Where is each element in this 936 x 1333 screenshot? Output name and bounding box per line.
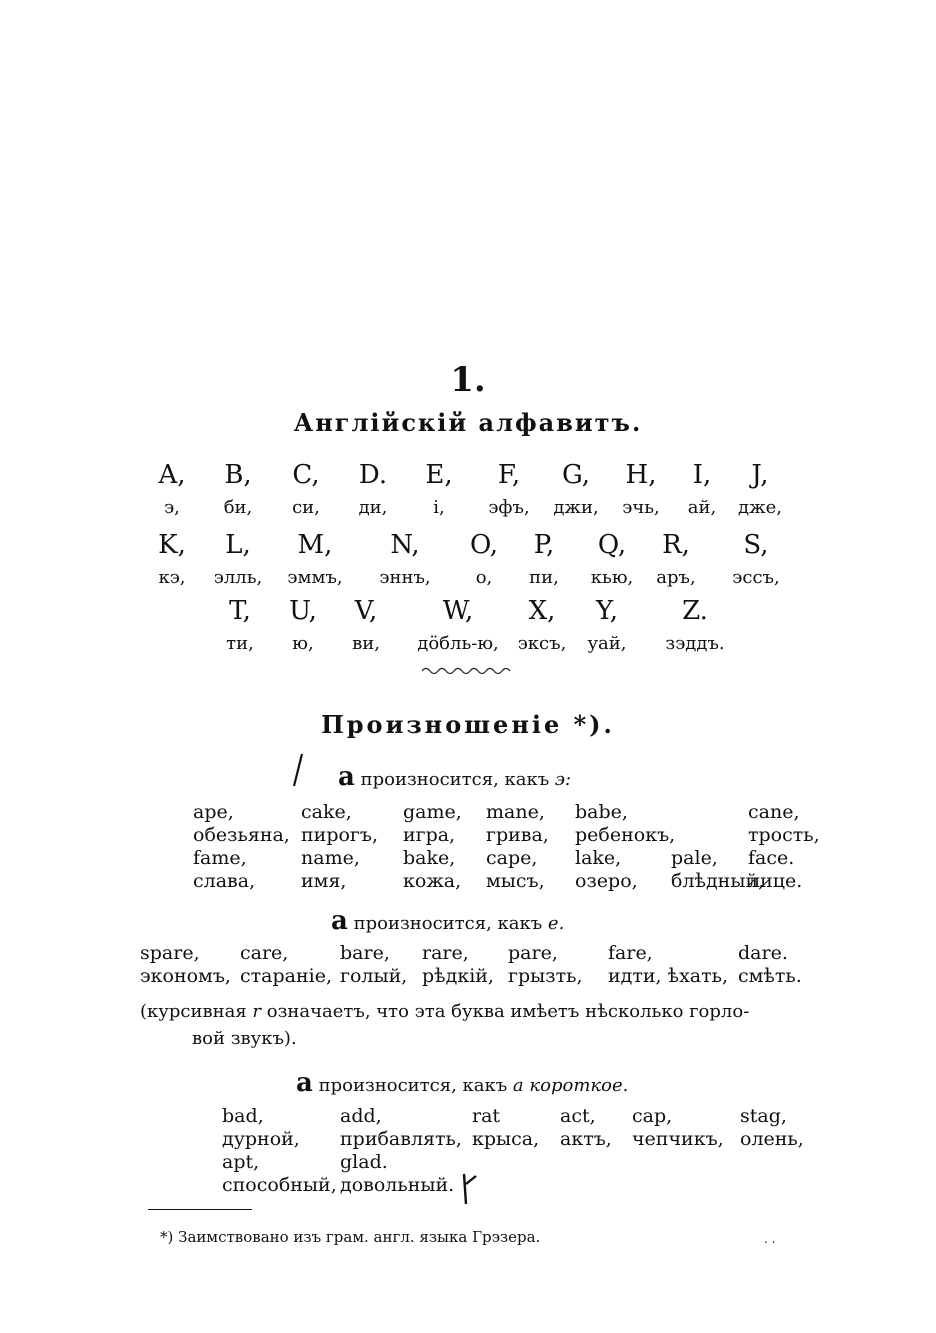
word-cell: rare, <box>422 942 469 964</box>
alphabet-letter: H, <box>625 460 657 490</box>
alphabet-letters-row-3 <box>0 596 936 636</box>
alphabet-letter: U, <box>289 596 317 626</box>
alphabet-letter-name: эссъ, <box>732 567 780 588</box>
rule-letter: a <box>331 906 348 936</box>
alphabet-letter: D. <box>358 460 388 490</box>
word-cell: cake, <box>301 801 352 823</box>
word-cell: дурной, <box>222 1128 300 1150</box>
alphabet-letter-name: о, <box>475 567 493 588</box>
word-cell: способный, <box>222 1174 337 1196</box>
word-cell: экономъ, <box>140 965 231 987</box>
pencil-check-mark <box>456 1170 480 1206</box>
rule-sound: е. <box>547 913 565 934</box>
alphabet-letter: L, <box>225 530 251 560</box>
alphabet-letter: O, <box>469 530 499 560</box>
note-line-1: (курсивная r означаетъ, что эта буква имѣетъ нѣсколько горло- <box>140 1001 750 1022</box>
word-cell: крыса, <box>472 1128 540 1150</box>
word-cell: pare, <box>508 942 558 964</box>
alphabet-letter: S, <box>743 530 769 560</box>
word-cell: babe, <box>575 801 628 823</box>
word-cell: fare, <box>608 942 653 964</box>
alphabet-letter-name: ю, <box>292 633 314 654</box>
word-cell: stag, <box>740 1105 787 1127</box>
word-cell: game, <box>403 801 462 823</box>
alphabet-letter: F, <box>497 460 521 490</box>
word-cell: голый, <box>340 965 408 987</box>
alphabet-letters-row-2 <box>0 530 936 570</box>
word-cell: чепчикъ, <box>632 1128 724 1150</box>
alphabet-letter: W, <box>442 596 474 626</box>
rule-letter: a <box>296 1068 313 1098</box>
word-cell: кожа, <box>403 870 462 892</box>
alphabet-letter: P, <box>533 530 555 560</box>
rule-sound: а короткое. <box>512 1075 629 1096</box>
word-cell: олень, <box>740 1128 804 1150</box>
page-title: Англійскій алфавитъ. <box>293 408 643 437</box>
word-cell: актъ, <box>560 1128 612 1150</box>
word-cell: pale, <box>671 847 718 869</box>
alphabet-letter-name: кэ, <box>158 567 186 588</box>
alphabet-letter-name: э, <box>164 497 180 518</box>
stray-dots: . . <box>764 1232 776 1246</box>
alphabet-letters-row-1 <box>0 460 936 500</box>
alphabet-letter-name: ти, <box>226 633 254 654</box>
word-cell: озеро, <box>575 870 638 892</box>
word-cell: смѣть. <box>738 965 802 987</box>
word-cell: трость, <box>748 824 820 846</box>
word-cell: обезьяна, <box>193 824 290 846</box>
word-cell: act, <box>560 1105 596 1127</box>
word-cell: cape, <box>486 847 538 869</box>
word-cell: грызть, <box>508 965 583 987</box>
word-cell: лице. <box>748 870 803 892</box>
alphabet-letter: J, <box>751 460 769 490</box>
alphabet-letter-name: си, <box>292 497 320 518</box>
alphabet-letter: V, <box>354 596 378 626</box>
alphabet-letter: A, <box>158 460 186 490</box>
word-cell: bare, <box>340 942 390 964</box>
alphabet-letter-name: уай, <box>587 633 627 654</box>
alphabet-letter-name: би, <box>223 497 253 518</box>
rule-heading-1 <box>338 762 571 792</box>
rule-heading-2 <box>331 906 564 936</box>
word-cell: bake, <box>403 847 456 869</box>
alphabet-letter-name: дже, <box>737 497 782 518</box>
rule-text: произносится, какъ <box>318 1075 513 1096</box>
pencil-stroke-mark <box>290 752 306 788</box>
word-cell: rat <box>472 1105 501 1127</box>
alphabet-letter-name: кью, <box>590 567 634 588</box>
word-cell: add, <box>340 1105 382 1127</box>
rule-letter: a <box>338 762 355 792</box>
word-cell: игра, <box>403 824 456 846</box>
alphabet-letter: Z. <box>682 596 708 626</box>
word-cell: cap, <box>632 1105 673 1127</box>
word-cell: lake, <box>575 847 622 869</box>
alphabet-letter-name: элль, <box>213 567 263 588</box>
alphabet-letter-name: ай, <box>687 497 717 518</box>
wavy-ornament <box>418 664 518 678</box>
alphabet-letter-name: зэддъ. <box>665 633 725 654</box>
word-cell: мысъ, <box>486 870 545 892</box>
alphabet-letter: T, <box>229 596 251 626</box>
rule-sound: э: <box>554 769 572 790</box>
rule-heading-3 <box>296 1068 628 1098</box>
alphabet-letter-name: дöбль-ю, <box>417 633 499 654</box>
note-paragraph <box>140 998 810 1052</box>
word-cell: грива, <box>486 824 549 846</box>
alphabet-letter-name: джи, <box>553 497 599 518</box>
word-cell: face. <box>748 847 795 869</box>
word-cell: слава, <box>193 870 256 892</box>
alphabet-letter-name: пи, <box>529 567 559 588</box>
word-cell: mane, <box>486 801 545 823</box>
alphabet-letter-name: эфъ, <box>488 497 530 518</box>
alphabet-letter-name: эммъ, <box>287 567 343 588</box>
note-line-2: вой звукъ). <box>192 1028 297 1049</box>
word-cell: apt, <box>222 1151 260 1173</box>
alphabet-letter: R, <box>662 530 690 560</box>
word-cell: bad, <box>222 1105 264 1127</box>
word-cell: name, <box>301 847 360 869</box>
alphabet-letter: I, <box>692 460 712 490</box>
word-cell: идти, ѣхать, <box>608 965 729 987</box>
alphabet-letter: Y, <box>595 596 619 626</box>
word-cell: стараніе, <box>240 965 332 987</box>
alphabet-letter-name: эннъ, <box>379 567 431 588</box>
footnote-rule <box>148 1209 252 1210</box>
alphabet-letter-name: эксъ, <box>517 633 567 654</box>
word-cell: care, <box>240 942 289 964</box>
alphabet-letter: G, <box>561 460 591 490</box>
alphabet-letter: B, <box>224 460 252 490</box>
alphabet-letter: X, <box>528 596 556 626</box>
word-cell: cane, <box>748 801 800 823</box>
alphabet-letter: E, <box>425 460 453 490</box>
alphabet-letter-name: аръ, <box>656 567 696 588</box>
word-cell: fame, <box>193 847 247 869</box>
alphabet-letter: K, <box>158 530 186 560</box>
chapter-number: 1. <box>450 360 486 400</box>
word-cell: spare, <box>140 942 200 964</box>
alphabet-letter: M, <box>297 530 333 560</box>
alphabet-letter-name: эчь, <box>622 497 660 518</box>
word-cell: glad. <box>340 1151 388 1173</box>
word-cell: пирогъ, <box>301 824 379 846</box>
word-cell: рѣдкій, <box>422 965 494 987</box>
alphabet-letter-name: і, <box>433 497 445 518</box>
alphabet-letter: N, <box>390 530 420 560</box>
word-cell: ape, <box>193 801 234 823</box>
word-cell: прибавлять, <box>340 1128 462 1150</box>
pronunciation-title: Произношеніе *). <box>321 710 615 739</box>
rule-text: произносится, какъ <box>353 913 548 934</box>
alphabet-letter: C, <box>292 460 320 490</box>
word-cell: ребенокъ, <box>575 824 676 846</box>
word-cell: dare. <box>738 942 788 964</box>
rule-text: произносится, какъ <box>360 769 555 790</box>
alphabet-letter-name: ви, <box>352 633 380 654</box>
alphabet-letter-name: ди, <box>358 497 388 518</box>
footnote: *) Заимствовано изъ грам. англ. языка Грэзера. <box>160 1228 541 1246</box>
word-cell: довольный. <box>340 1174 455 1196</box>
word-cell: блѣдный, <box>671 870 765 892</box>
word-cell: имя, <box>301 870 347 892</box>
alphabet-letter: Q, <box>597 530 627 560</box>
